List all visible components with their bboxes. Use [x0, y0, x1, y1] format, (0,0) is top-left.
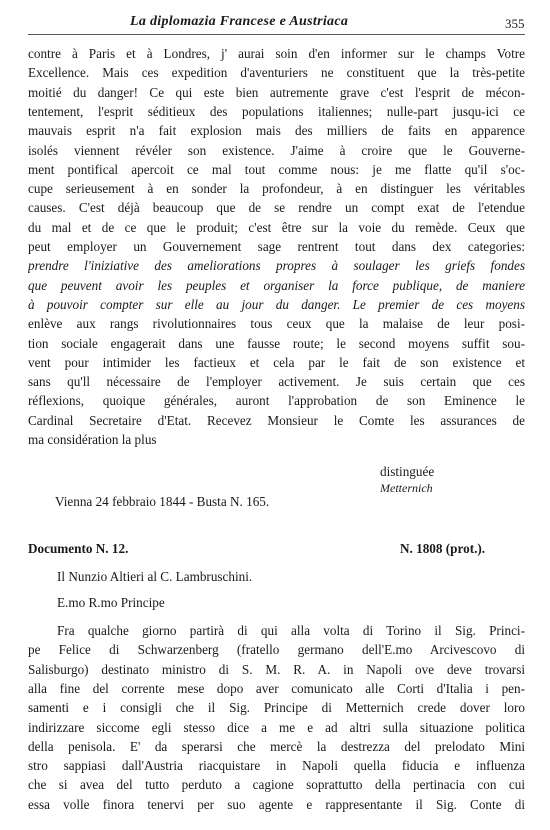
text-line: Excellence. Mais ces expedition d'aventuriers ne constituent que la très-petite: [28, 65, 525, 81]
protocol-number: N. 1808 (prot.).: [400, 541, 486, 556]
text-line: causes. C'est déjà beaucoup que de se rendre un compt exat de l'etendue: [28, 200, 525, 216]
text-line: isolés viennent révéler son existence. J'aime à croire que le Gouverne-: [28, 142, 525, 158]
text-line: ment pontifical apercoit ce mal tout comme nous: je me flatte qu'il s'oc-: [28, 161, 525, 177]
text-line: sans qu'll nécessaire de l'employer activement. Je suis certain que ces: [28, 374, 525, 390]
text-line: prendre l'iniziative des ameliorations propres à soulager les griefs fondes: [28, 258, 525, 274]
text-line: tentement, l'esprit séditieux des populations italiennes; nulle-part jusqu-ici ce: [28, 103, 525, 119]
signature-closing: distinguée: [380, 464, 435, 479]
text-line: du mal et de ce que le produit; c'est être sur la voie du remède. Ceux que: [28, 219, 525, 235]
text-line: cupe serieusement à en sonder la profondeur, à en distinguer les véritables: [28, 181, 525, 197]
text-line: que peuvent avoir les peuples et organiser la force publique, de maniere: [28, 277, 525, 293]
text-line: Cardinal Secretaire d'Etat. Recevez Monsieur le Comte les assurances de: [28, 412, 525, 428]
text-line: enlève aux rangs rivolutionnaires tous ceux que la malaise de leur posi-: [28, 316, 525, 332]
text-line: samenti e i consigli che il Sig. Principe di Metternich crede dover loro: [28, 700, 525, 716]
text-line: essa volle finora tenervi per suo agente e rappresentante il Sig. Conte di: [28, 796, 525, 812]
dateline: Vienna 24 febbraio 1844 - Busta N. 165.: [55, 494, 270, 509]
document-number: Documento N. 12.: [28, 541, 129, 556]
text-line: tion sociale engagerait dans une fausse route; le second moyens suffit sou-: [28, 335, 525, 351]
text-line: moitié du danger! Ce qui este bien autremente grave c'est l'esprit de mécon-: [28, 84, 525, 100]
text-line: stro sappiasi dall'Austria riacquistare in Napoli quella fiducia e influenza: [28, 758, 525, 774]
text-line: vent pour intimider les factieux et cela par le fait de son existence et: [28, 354, 525, 370]
text-line: Salisburgo) destinato ministro di S. M. R. A. in Napoli ove deve trovarsi: [28, 661, 525, 677]
text-line: Fra qualche giorno partirà di qui alla volta di Torino il Sig. Princi-: [57, 623, 525, 638]
text-line: contre à Paris et à Londres, j' aurai soin d'en informer sur le champs Votre: [28, 46, 525, 61]
page-number: 355: [505, 16, 525, 31]
text-line: peut employer un Gouvernement sage rentrent tout dans dex categories:: [28, 239, 525, 254]
text-line: ma considération la plus: [28, 432, 157, 447]
running-header-title: La diplomazia Francese e Austriaca: [130, 14, 349, 29]
text-line: della penisola. E' da sperarsi che mercè la destrezza del prelodato Mini: [28, 738, 525, 754]
text-line: che si avea del tutto perduto a cagione soprattutto della pertinacia con cui: [28, 777, 525, 793]
text-line: alla fine del corrente mese dopo aver comunicato alle Corti d'Italia i pen-: [28, 680, 525, 696]
salutation: E.mo R.mo Principe: [57, 595, 165, 610]
text-line: indirizzare siccome egli stesso dice a me e ad altri sulla situazione politica: [28, 719, 525, 735]
text-line: à pouvoir compter sur elle au jour du danger. Le premier de ces moyens: [28, 296, 525, 312]
signature-name: Metternich: [380, 481, 433, 495]
text-line: pe Felice di Schwarzenberg (fratello germano dell'E.mo Arcivescovo di: [28, 642, 525, 658]
text-line: réflexions, quoique générales, auront l'approbation de son Eminence le: [28, 393, 525, 409]
header-rule: [28, 34, 525, 35]
address-line: Il Nunzio Altieri al C. Lambruschini.: [57, 569, 253, 584]
text-line: mauvais esprit n'a fait explosion mais des milliers de faits en apparence: [28, 123, 525, 139]
